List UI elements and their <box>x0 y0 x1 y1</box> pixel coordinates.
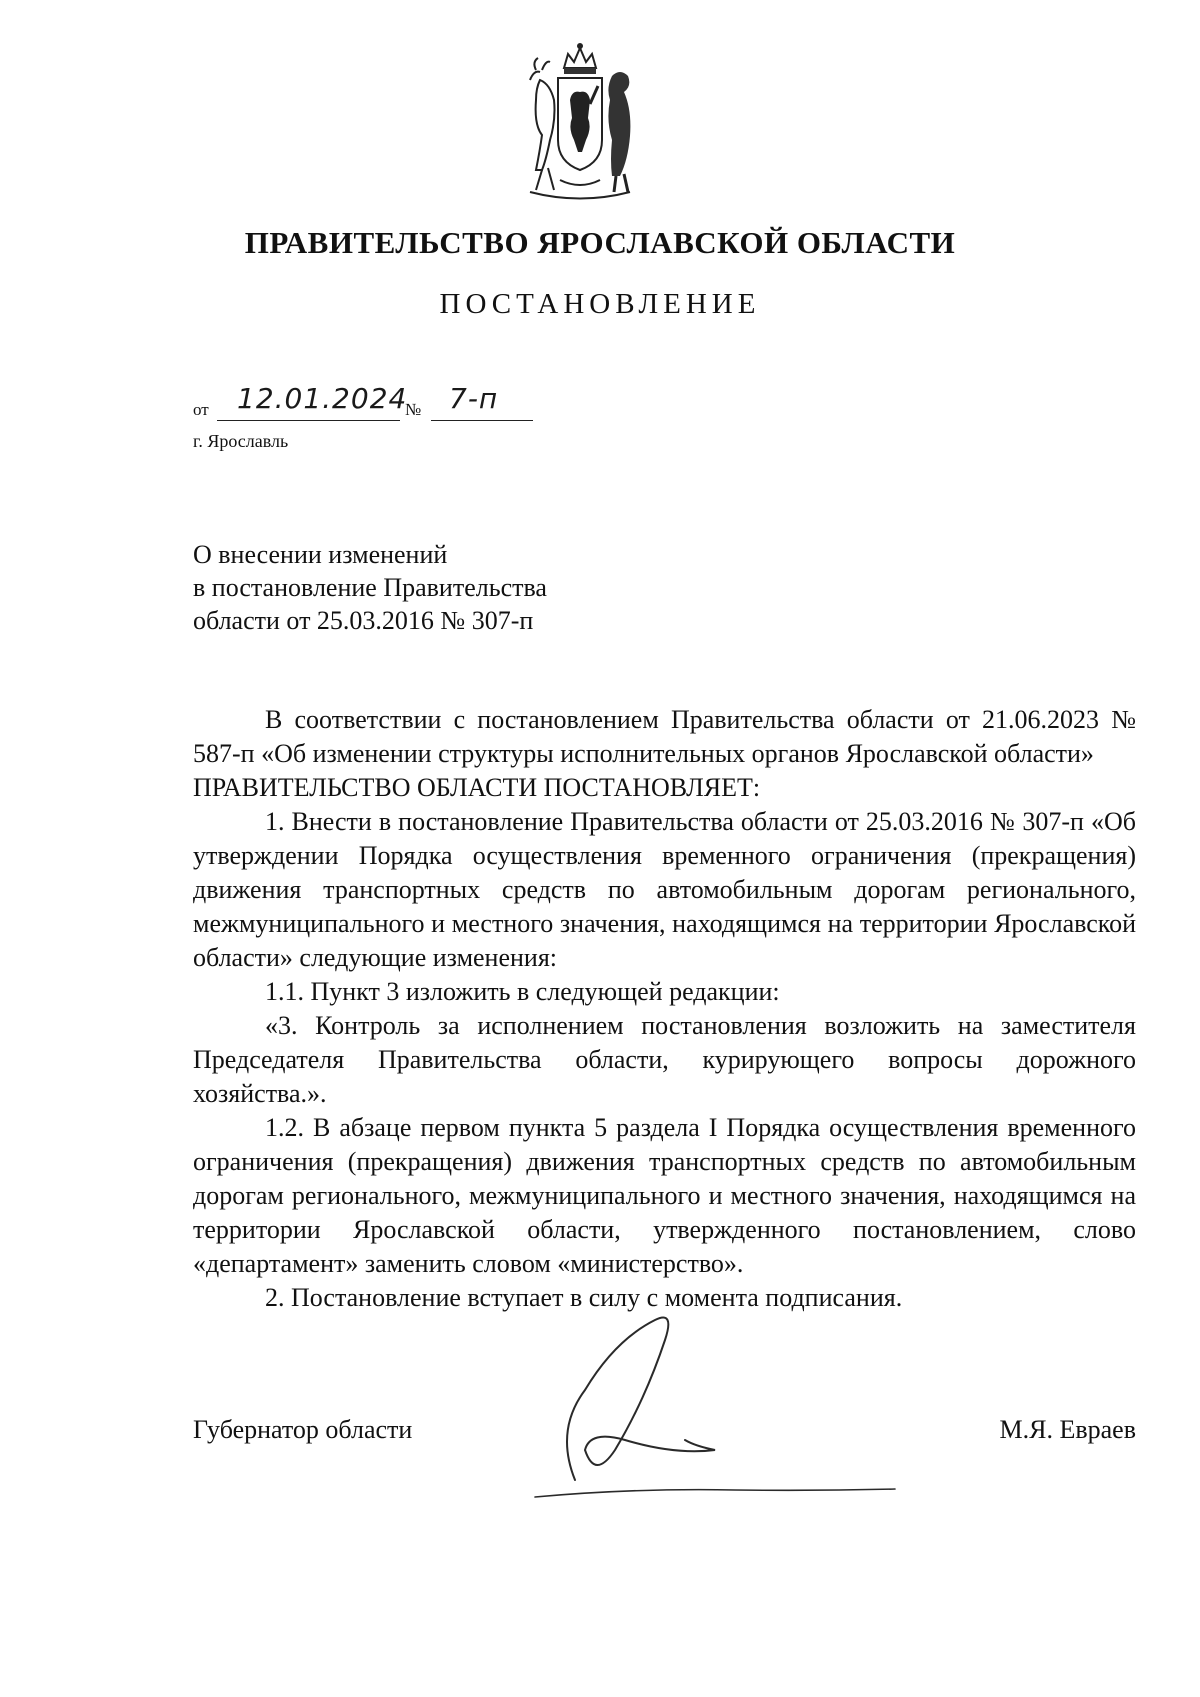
body-paragraph: В соответствии с постановлением Правительства области от 21.06.2023 № 587-п «Об изменении структуры исполнительных органов Ярославской области» <box>193 705 1136 768</box>
number-field <box>431 382 533 421</box>
date-field <box>217 382 408 421</box>
government-title: ПРАВИТЕЛЬСТВО ЯРОСЛАВСКОЙ ОБЛАСТИ <box>244 225 956 260</box>
subject-line: в постановление Правительства <box>193 573 547 602</box>
coat-of-arms-icon <box>520 40 640 205</box>
signer-name: М.Я. Евраев <box>999 1415 1136 1444</box>
document-kind: ПОСТАНОВЛЕНИЕ <box>439 288 761 320</box>
body-paragraph: 1. Внести в постановление Правительства области от 25.03.2016 № 307-п «Об утверждении Порядка осуществления временного ограничения (прекращения) движения транспортных средств по автомобильным дорогам регионального, межмуниципального и местного значения, находящимся на территории Ярославской области» следующие изменения: <box>193 807 1136 972</box>
document-subject <box>193 538 547 637</box>
resolution-heading: ПРАВИТЕЛЬСТВО ОБЛАСТИ ПОСТАНОВЛЯЕТ: <box>193 773 761 802</box>
subject-line: области от 25.03.2016 № 307-п <box>193 606 534 635</box>
city-label: г. Ярославль <box>193 431 289 451</box>
body-paragraph: 2. Постановление вступает в силу с момента подписания. <box>265 1283 903 1312</box>
number-label: № <box>405 400 422 419</box>
date-label: от <box>193 400 209 419</box>
body-paragraph: «3. Контроль за исполнением постановления возложить на заместителя Председателя Правительства области, курирующего вопросы дорожного хозяйства.». <box>193 1011 1136 1108</box>
date-value: 12.01.2024 <box>237 382 408 415</box>
body-paragraph: 1.1. Пункт 3 изложить в следующей редакции: <box>265 977 780 1006</box>
subject-line: О внесении изменений <box>193 540 448 569</box>
document-body <box>193 703 1136 1315</box>
signature-icon <box>515 1300 915 1500</box>
number-value: 7-п <box>449 382 499 415</box>
body-paragraph: 1.2. В абзаце первом пункта 5 раздела I Порядка осуществления временного ограничения (прекращения) движения транспортных средств по автомобильным дорогам регионального, межмуниципального и местного значения, находящимся на территории Ярославской области, утвержденного постановлением, слово «департамент» заменить словом «министерство». <box>193 1113 1136 1278</box>
signer-position: Губернатор области <box>193 1415 413 1444</box>
